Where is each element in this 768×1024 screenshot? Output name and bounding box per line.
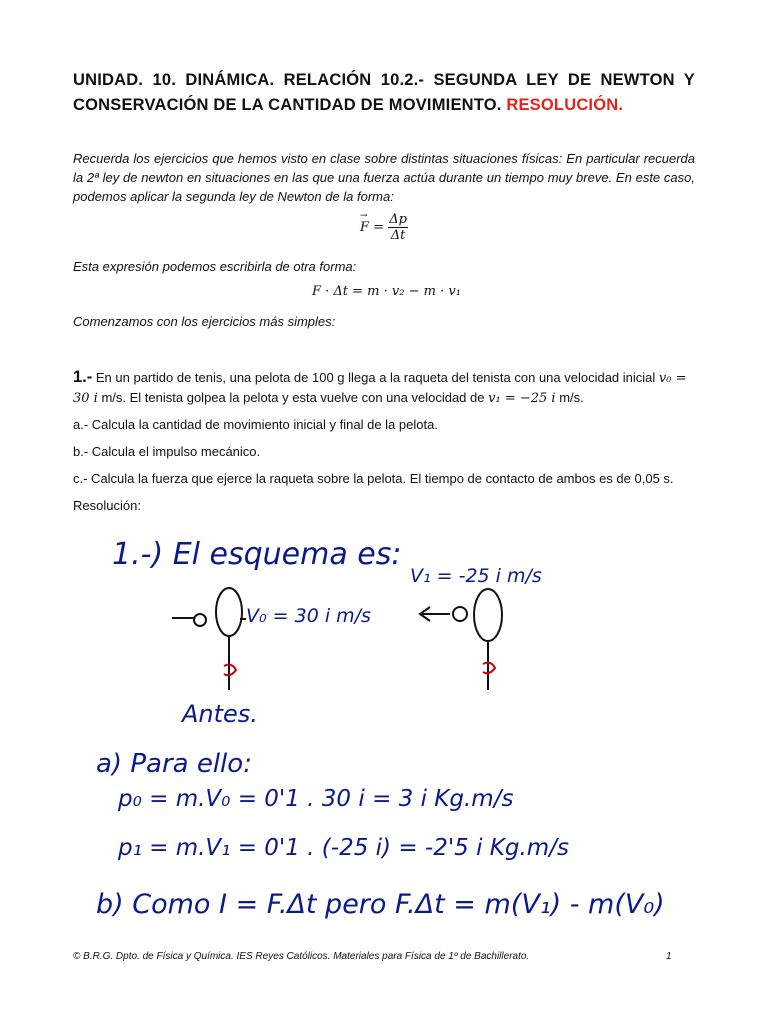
intro-paragraph-3: Comenzamos con los ejercicios más simples: xyxy=(73,314,336,329)
title-main: UNIDAD. 10. DINÁMICA. RELACIÓN 10.2.- SEGUNDA LEY DE NEWTON Y CONSERVACIÓN DE LA CANTIDAD DE MOVIMIENTO. xyxy=(73,71,695,114)
footer-text: © B.R.G. Dpto. de Física y Química. IES Reyes Católicos. Materiales para Física de 1º de Bachillerato. xyxy=(73,951,530,962)
hw-line1: 1.-) El esquema es: xyxy=(112,537,402,572)
exercise-text-b: m/s. El tenista golpea la pelota y esta vuelve con una velocidad de xyxy=(101,390,485,405)
hw-antes: Antes. xyxy=(182,700,258,728)
question-a: a.- Calcula la cantidad de movimiento inicial y final de la pelota. xyxy=(73,417,438,432)
hw-v1-label: V₁ = -25 i m/s xyxy=(410,565,542,587)
exercise-text-a: En un partido de tenis, una pelota de 100 g llega a la raqueta del tenista con una velocidad inicial xyxy=(95,370,656,385)
formula1-denominator: Δt xyxy=(390,228,406,243)
intro-paragraph-1: Recuerda los ejercicios que hemos visto en clase sobre distintas situaciones físicas: En particular recuerda la 2ª ley de newton en situaciones en las que una fuerza actúa durante un tiempo muy breve. En este caso, podemos aplicar la segunda ley de Newton de la forma: xyxy=(73,151,695,204)
question-b: b.- Calcula el impulso mecánico. xyxy=(73,444,261,459)
ball-right xyxy=(453,607,467,621)
formula1-lhs: → F xyxy=(360,220,369,235)
exercise-text-c: m/s. xyxy=(559,390,584,405)
hw-b-line: b) Como I = F.Δt pero F.Δt = m(V₁) - m(V₀) xyxy=(96,889,665,920)
formula1-numerator: Δp xyxy=(389,212,407,227)
exercise-v0: v₀ = 30 i xyxy=(73,371,687,406)
hw-a-title: a) Para ello: xyxy=(96,749,252,779)
formula-impulse-momentum: F · Δt = m · v₂ − m · v₁ xyxy=(312,284,461,299)
hw-p0: p₀ = m.V₀ = 0'1 . 30 i = 3 i Kg.m/s xyxy=(118,786,514,812)
hw-v0-label: V₀ = 30 i m/s xyxy=(246,605,371,627)
title-highlight: RESOLUCIÓN. xyxy=(506,96,624,114)
page-number: 1 xyxy=(666,951,672,962)
ball-left xyxy=(194,614,206,626)
resolucion-label: Resolución: xyxy=(73,498,141,513)
exercise-number: 1.- xyxy=(73,368,93,386)
racket-head-left xyxy=(216,588,242,636)
intro-paragraph-2: Esta expresión podemos escribirla de otra forma: xyxy=(73,259,357,274)
formula-newton-impulse: → F = $\frac{\Delta p}{\Delta t}$ xyxy=(360,212,408,243)
hw-p1: p₁ = m.V₁ = 0'1 . (-25 i) = -2'5 i Kg.m/s xyxy=(118,835,569,861)
exercise-v1: v₁ = −25 i xyxy=(488,391,556,406)
question-c: c.- Calcula la fuerza que ejerce la raqueta sobre la pelota. El tiempo de contacto de ambos es de 0,05 s. xyxy=(73,471,674,486)
racket-head-right xyxy=(474,589,502,641)
